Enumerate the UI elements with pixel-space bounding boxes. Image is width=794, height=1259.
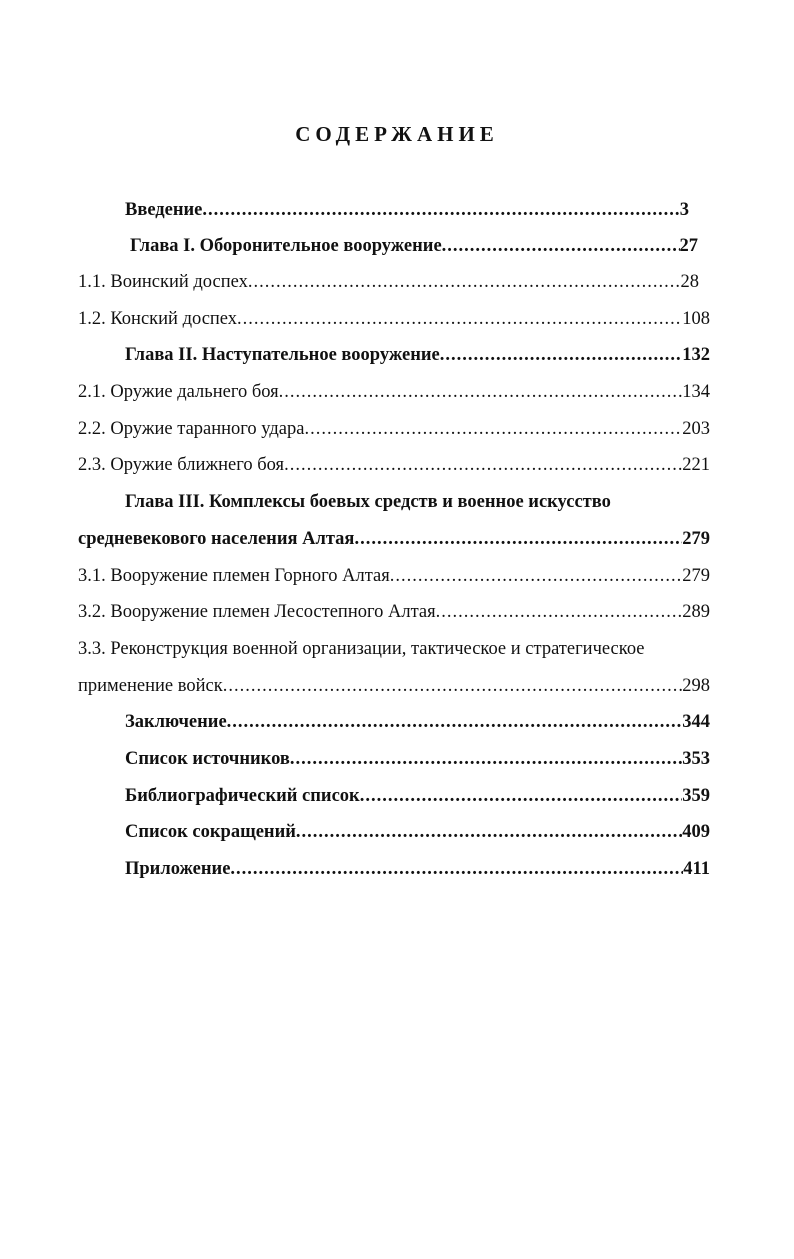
toc-entry-1-2[interactable] bbox=[78, 307, 710, 331]
toc-entry-3-1[interactable] bbox=[78, 564, 710, 588]
toc-entry-label: Библиографический список bbox=[125, 786, 360, 806]
toc-entry-page: 409 bbox=[682, 822, 710, 842]
toc-entry-label: Глава I. Оборонительное вооружение bbox=[130, 236, 442, 256]
toc-entry-label: Список сокращений bbox=[125, 822, 296, 842]
toc-entry-page: 344 bbox=[682, 712, 710, 732]
toc-leader-dots bbox=[290, 747, 682, 771]
toc-leader-dots bbox=[284, 453, 682, 477]
toc-entry-page: 279 bbox=[682, 529, 710, 549]
toc-entry-label: 2.3. Оружие ближнего боя bbox=[78, 455, 285, 475]
toc-entry-page: 411 bbox=[683, 859, 710, 879]
toc-entry-label: Заключение bbox=[125, 712, 227, 732]
toc-entry-conclusion[interactable] bbox=[125, 710, 710, 734]
toc-entry-label: 3.2. Вооружение племен Лесостепного Алтая bbox=[78, 602, 436, 622]
toc-leader-dots bbox=[296, 820, 682, 844]
page-title: СОДЕРЖАНИЕ bbox=[295, 122, 499, 146]
toc-leader-dots bbox=[230, 857, 683, 881]
toc-entry-bibliography[interactable] bbox=[125, 784, 710, 808]
toc-leader-dots bbox=[279, 380, 683, 404]
toc-entry-chapter-2[interactable] bbox=[125, 343, 710, 367]
toc-entry-page: 279 bbox=[682, 566, 710, 586]
toc-entry-chapter-3-heading[interactable]: Глава III. Комплексы боевых средств и военное искусство bbox=[125, 492, 611, 512]
toc-entry-page: 203 bbox=[682, 419, 710, 439]
toc-entry-page: 289 bbox=[682, 602, 710, 622]
toc-entry-label: применение войск bbox=[78, 676, 223, 696]
toc-leader-dots bbox=[248, 270, 681, 294]
toc-entry-page: 108 bbox=[682, 309, 710, 329]
toc-leader-dots bbox=[227, 710, 683, 734]
toc-entry-label: Приложение bbox=[125, 859, 231, 879]
toc-entry-3-3-heading[interactable]: 3.3. Реконструкция военной организации, тактическое и стратегическое bbox=[78, 639, 645, 659]
toc-entry-chapter-1[interactable] bbox=[130, 234, 698, 258]
toc-entry-1-1[interactable] bbox=[78, 270, 699, 294]
toc-entry-label: 2.1. Оружие дальнего боя bbox=[78, 382, 279, 402]
toc-leader-dots bbox=[442, 234, 680, 258]
toc-entry-page: 132 bbox=[682, 345, 710, 365]
toc-entry-page: 134 bbox=[682, 382, 710, 402]
toc-leader-dots bbox=[202, 198, 679, 222]
toc-leader-dots bbox=[223, 674, 683, 698]
toc-entry-page: 298 bbox=[682, 676, 710, 696]
toc-entry-label: Введение bbox=[125, 200, 203, 220]
toc-leader-dots bbox=[440, 343, 683, 367]
toc-leader-dots bbox=[304, 417, 682, 441]
toc-leader-dots bbox=[390, 564, 683, 588]
toc-entry-page: 3 bbox=[679, 200, 689, 220]
toc-entry-introduction[interactable] bbox=[125, 198, 689, 222]
toc-entry-label: 1.1. Воинский доспех bbox=[78, 272, 248, 292]
toc-entry-label: средневекового населения Алтая bbox=[78, 529, 355, 549]
toc-entry-page: 221 bbox=[682, 455, 710, 475]
toc-leader-dots bbox=[237, 307, 682, 331]
toc-entry-page: 27 bbox=[679, 236, 698, 256]
toc-entry-page: 28 bbox=[680, 272, 699, 292]
toc-entry-label: Глава II. Наступательное вооружение bbox=[125, 345, 440, 365]
toc-entry-label: 3.1. Вооружение племен Горного Алтая bbox=[78, 566, 390, 586]
toc-leader-dots bbox=[360, 784, 683, 808]
toc-leader-dots bbox=[436, 600, 683, 624]
toc-entry-3-3[interactable] bbox=[78, 674, 710, 698]
toc-entry-page: 353 bbox=[682, 749, 710, 769]
toc-entry-label: Список источников bbox=[125, 749, 290, 769]
toc-entry-2-3[interactable] bbox=[78, 453, 710, 477]
toc-leader-dots bbox=[354, 527, 682, 551]
toc-entry-2-1[interactable] bbox=[78, 380, 710, 404]
toc-entry-label: 1.2. Конский доспех bbox=[78, 309, 238, 329]
toc-entry-3-2[interactable] bbox=[78, 600, 710, 624]
toc-entry-abbreviations[interactable] bbox=[125, 820, 710, 844]
toc-entry-sources[interactable] bbox=[125, 747, 710, 771]
toc-entry-label: 2.2. Оружие таранного удара bbox=[78, 419, 305, 439]
toc-entry-chapter-3[interactable] bbox=[78, 527, 710, 551]
toc-entry-2-2[interactable] bbox=[78, 417, 710, 441]
toc-entry-page: 359 bbox=[682, 786, 710, 806]
toc-entry-appendix[interactable] bbox=[125, 857, 710, 881]
